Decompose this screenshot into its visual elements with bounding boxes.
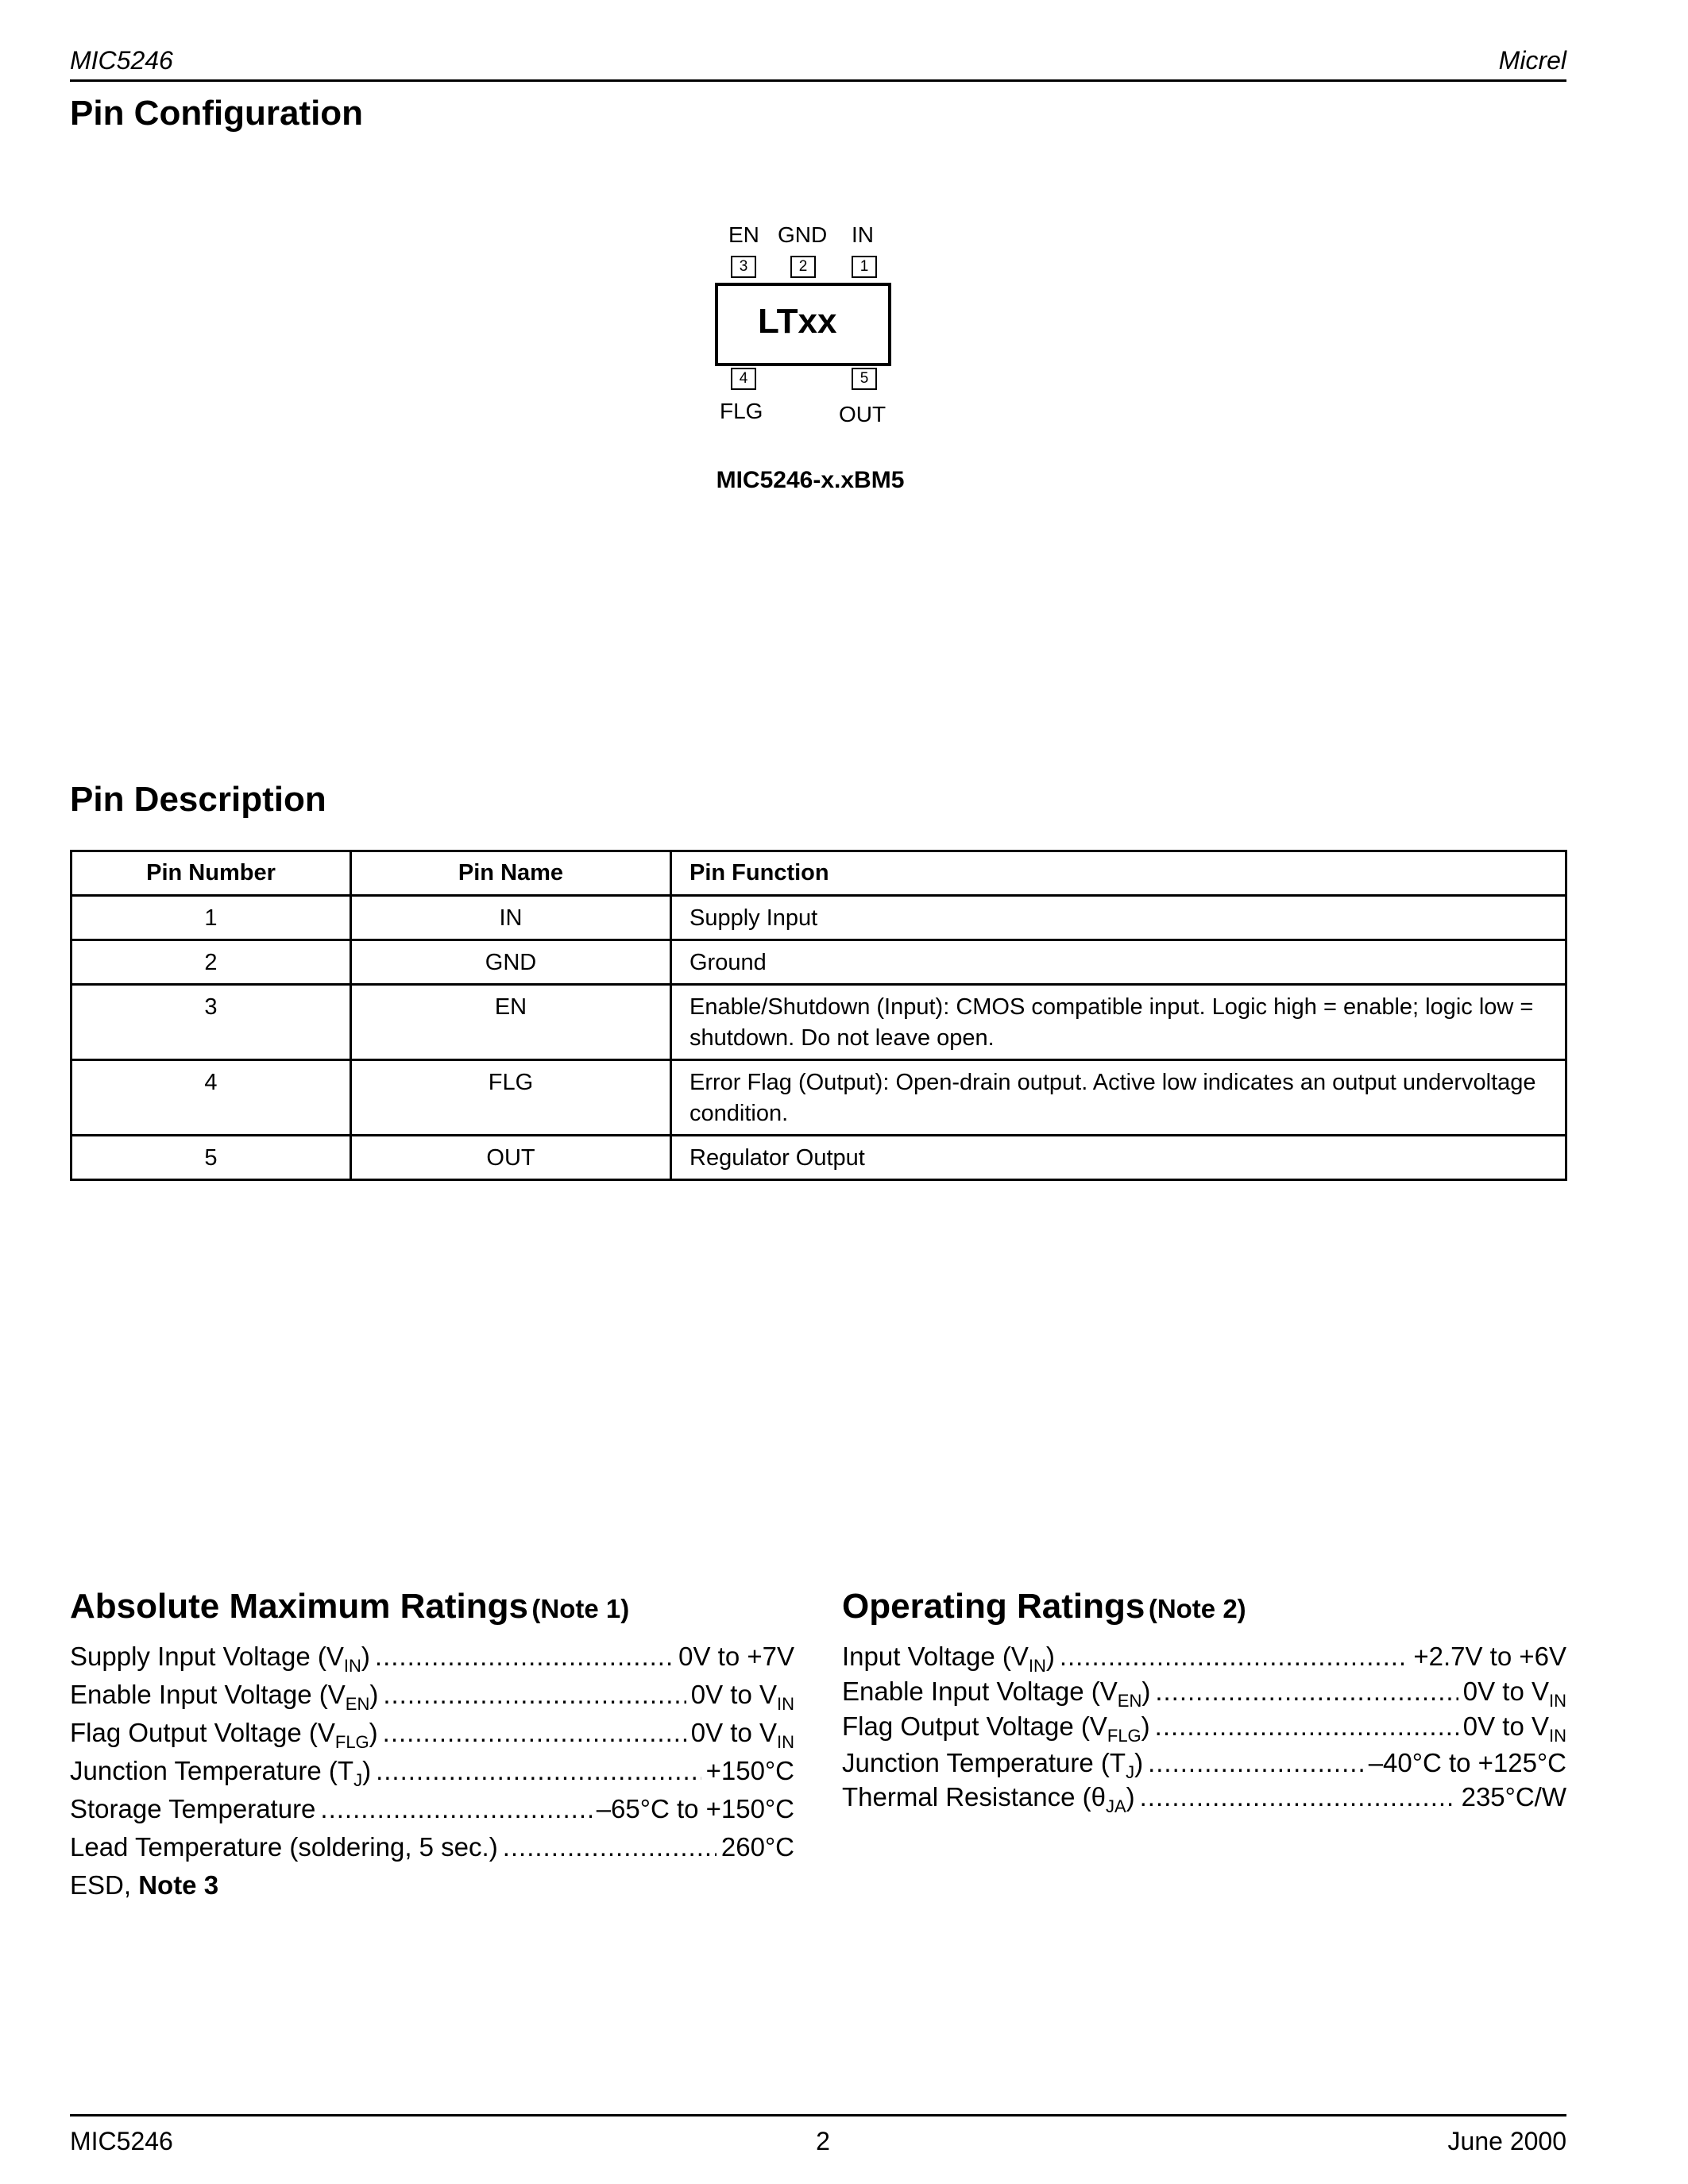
rating-label-sub: J [353,1770,363,1790]
cell-pin-name: GND [351,940,671,985]
abs-max-item [70,1680,794,1714]
leader-dots [1148,1748,1364,1778]
rating-label-sub: IN [1028,1656,1046,1676]
cell-pin-name: OUT [351,1136,671,1180]
pin-box-2: 2 [790,256,816,278]
cell-pin-function: Error Flag (Output): Open-drain output. Active low indicates an output undervoltage condition. [671,1060,1566,1136]
rating-label: Input Voltage (V [842,1642,1029,1671]
rating-label: Flag Output Voltage (V [842,1711,1107,1741]
footer-rule [70,2114,1566,2116]
rating-label-end: ) [1141,1711,1150,1741]
leader-dots [1060,1642,1409,1672]
rating-label: Supply Input Voltage (V [70,1642,344,1671]
pin-box-3: 3 [731,256,756,278]
leader-dots [375,1642,674,1672]
abs-max-item [70,1794,794,1824]
leader-dots [383,1718,686,1748]
cell-pin-number: 5 [71,1136,351,1180]
rating-label-end: ) [362,1756,372,1785]
leader-dots [1140,1782,1457,1812]
pin-config-caption: MIC5246-x.xBM5 [716,467,905,493]
rating-label: Junction Temperature (T [70,1756,354,1785]
abs-max-note: (Note 1) [531,1594,630,1623]
rating-label: Storage Temperature [70,1794,316,1823]
pin-label-flg: FLG [720,399,763,423]
rating-label-end: ) [1126,1782,1135,1812]
pin-box-5: 5 [852,368,877,390]
rating-label: Enable Input Voltage (V [70,1680,346,1709]
rating-value: 0V to V [690,1718,777,1747]
table-header-row [71,851,1566,896]
abs-max-item [70,1756,794,1790]
rating-value-sub: IN [777,1732,794,1752]
rating-value: 0V to V [1462,1677,1549,1706]
pin-description-table [70,850,1567,1181]
rating-value: –40°C to +125°C [1368,1748,1566,1777]
cell-pin-number: 3 [71,985,351,1060]
cell-pin-number: 1 [71,896,351,940]
rating-value: 0V to V [690,1680,777,1709]
rating-label-sub: FLG [334,1732,369,1752]
table-row [71,985,1566,1060]
rating-label-sub: J [1126,1762,1135,1782]
cell-pin-function: Supply Input [671,896,1566,940]
pin-label-in: IN [852,222,874,247]
cell-pin-function: Ground [671,940,1566,985]
footer-date: June 2000 [1447,2127,1566,2155]
esd-line [70,1870,218,1900]
rating-label-end: ) [1045,1642,1055,1671]
rating-value: 0V to V [1462,1711,1549,1741]
pin-config-title: Pin Configuration [70,94,364,133]
table-row [71,1060,1566,1136]
leader-dots [1155,1677,1458,1707]
rating-label-end: ) [369,1680,379,1709]
rating-label-sub: EN [1117,1691,1142,1711]
leader-dots [503,1832,717,1862]
table-row [71,940,1566,985]
rating-label-sub: EN [345,1694,370,1714]
col-header-pin-number: Pin Number [71,851,351,896]
header-company: Micrel [1498,46,1566,75]
footer-part-number: MIC5246 [70,2127,173,2155]
rating-value: +150°C [705,1756,794,1785]
rating-label: Flag Output Voltage (V [70,1718,335,1747]
op-ratings-title: Operating Ratings [842,1587,1145,1626]
pin-label-out: OUT [839,402,886,426]
op-ratings-heading [842,1587,1246,1626]
pin-diagram [699,214,906,437]
op-ratings-item [842,1642,1566,1676]
leader-dots [383,1680,686,1710]
chip-body [715,283,891,366]
cell-pin-function: Enable/Shutdown (Input): CMOS compatible input. Logic high = enable; logic low = shutdown. Do not leave open. [671,985,1566,1060]
table-row [71,896,1566,940]
cell-pin-name: IN [351,896,671,940]
op-ratings-note: (Note 2) [1148,1594,1246,1623]
rating-label: Junction Temperature (T [842,1748,1126,1777]
abs-max-item [70,1718,794,1752]
op-ratings-item [842,1782,1566,1816]
footer-page-number: 2 [816,2127,830,2155]
esd-note: Note 3 [138,1870,219,1900]
rating-label: Enable Input Voltage (V [842,1677,1118,1706]
esd-label: ESD, [70,1870,132,1900]
cell-pin-name: EN [351,985,671,1060]
cell-pin-function: Regulator Output [671,1136,1566,1180]
pin-box-4: 4 [731,368,756,390]
header-rule [70,79,1566,82]
rating-label: Lead Temperature (soldering, 5 sec.) [70,1832,498,1862]
rating-label-sub: JA [1105,1796,1126,1816]
chip-label: LTxx [758,302,837,341]
rating-value: –65°C to +150°C [596,1794,794,1823]
abs-max-item [70,1832,794,1862]
pin-description-title: Pin Description [70,780,326,819]
rating-label-end: ) [361,1642,370,1671]
leader-dots [376,1756,701,1786]
leader-dots [1155,1711,1458,1742]
cell-pin-number: 4 [71,1060,351,1136]
rating-label: Thermal Resistance (θ [842,1782,1106,1812]
cell-pin-name: FLG [351,1060,671,1136]
rating-label-end: ) [1134,1748,1144,1777]
abs-max-heading [70,1587,629,1626]
rating-value-sub: IN [1549,1691,1566,1711]
rating-value-sub: IN [1549,1726,1566,1746]
rating-value: 260°C [720,1832,794,1862]
rating-value-sub: IN [777,1694,794,1714]
rating-value: 0V to +7V [678,1642,794,1671]
header-part-number: MIC5246 [70,46,173,75]
leader-dots [320,1794,591,1824]
op-ratings-item [842,1677,1566,1711]
rating-label-end: ) [1141,1677,1151,1706]
pin-label-en: EN [728,222,759,247]
op-ratings-item [842,1711,1566,1746]
rating-value: 235°C/W [1461,1782,1566,1812]
col-header-pin-name: Pin Name [351,851,671,896]
abs-max-title: Absolute Maximum Ratings [70,1587,528,1626]
rating-label-sub: FLG [1107,1726,1141,1746]
abs-max-item [70,1642,794,1676]
rating-label-sub: IN [343,1656,361,1676]
op-ratings-item [842,1748,1566,1782]
cell-pin-number: 2 [71,940,351,985]
rating-value: +2.7V to +6V [1413,1642,1566,1671]
col-header-pin-function: Pin Function [671,851,1566,896]
pin-label-gnd: GND [778,222,828,247]
rating-label-end: ) [369,1718,378,1747]
pin-box-1: 1 [852,256,877,278]
table-row [71,1136,1566,1180]
